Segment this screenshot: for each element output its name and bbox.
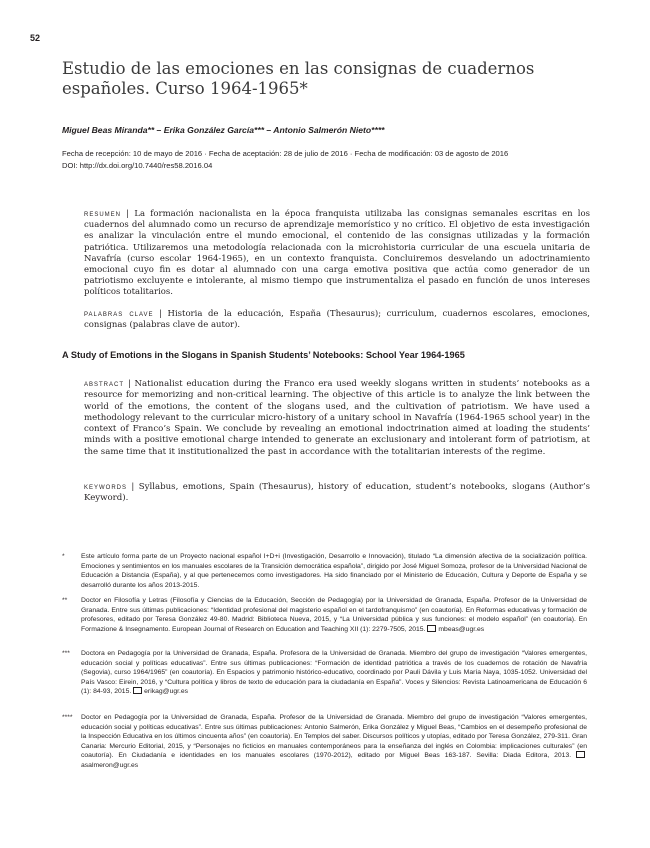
footnote-marker: *	[62, 553, 65, 560]
footnote	[62, 596, 587, 634]
footnote-marker: **	[62, 597, 68, 604]
footnote-text: Doctor en Pedagogía por la Universidad de Granada, España. Profesor de la Universidad de Granada. Miembro del grupo de investigación “Valores emergentes, educación social y políticas educativas”. Entre sus últimas publicaciones: Antonio Salmerón, Erika González y Miguel Beas, “Cambios en el desempeño profesional de la Inspección Educativa en los últimos cincuenta años” (en coautoría). En Templos del saber. Discursos políticos y utopías, editado por Teresa González, 279-311. Gran Canaria: Mercurio Editorial, 2015, y “Personajes no ficticios en manuales contemporáneos para la enseñanza del inglés en Colombia: implicaciones culturales” (en coautoría). En Ciudadanía e identidades en los manuales escolares (1970-2012), editado por Miguel Beas 163-187. Sevilla: Diada Editora, 2013.	[81, 714, 587, 759]
keywords-block: keywords | Syllabus, emotions, Spain (Thesaurus), history of education, student’s notebooks, slogans (Author’s Keyword).	[84, 482, 590, 504]
palabras-clave-label: palabras clave	[84, 309, 154, 318]
article-dates	[62, 148, 622, 172]
footnote	[62, 713, 587, 770]
dates-line: Fecha de recepción: 10 de mayo de 2016 · Fecha de aceptación: 28 de julio de 2016 · Fecha de modificación: 03 de agosto de 2016	[62, 149, 509, 158]
email-icon	[427, 625, 436, 632]
footnote-text: Doctor en Filosofía y Letras (Filosofía y Ciencias de la Educación, Sección de Pedagogía) por la Universidad de Granada, España. Profesor de la Universidad de Granada. Entre sus últimas publicaciones: “Identidad profesional del magisterio español en el tardofranquismo” (en coautoría). En Reformas educativas y formación de profesores, editado por Teresa González 49-80. Madrid: Biblioteca Nueva, 2015, y “La Universidad pública y sus funciones: el modelo español” (en coautoría). En Formazione & Insegnamento. European Journal of Research on Education and Teaching XII (1): 2279-7505, 2015.	[81, 597, 587, 633]
footnote	[62, 649, 587, 697]
doi-link[interactable]: DOI: http://dx.doi.org/10.7440/res58.2016.04	[62, 161, 213, 170]
resumen-label: resumen	[84, 209, 122, 218]
resumen-text: La formación nacionalista en la época franquista utilizaba las consignas semanales escritas en los cuadernos del alumnado como un recurso de aprendizaje memorístico y no crítico. El objetivo de esta investigación es analizar la vinculación entre el mundo emocional, el contenido de las consignas utilizadas y la formación patriótica. Utilizaremos una metodología relacionada con la microhistoria curricular de una escuela unitaria de Navafría (curso escolar 1964-1965), en un contexto franquista. Concluiremos desvelando un adoctrinamiento emocional cuyo fin es dotar al alumnado con una carga emotiva positiva que actúa como generador de un patriotismo excluyente e intolerante, al mismo tiempo que instrumentaliza el pasado en función de unos intereses políticos totalitarios.	[84, 209, 590, 298]
keywords-label: keywords	[84, 482, 128, 491]
abstract-text: Nationalist education during the Franco era used weekly slogans written in students’ notebooks as a resource for memorizing and non-critical learning. The objective of this article is to analyze the link between the world of the emotions, the content of the slogans used, and the cultivation of patriotism. We have used a methodology relevant to the curricular micro-history of a unitary school in Navafría (1964-1965 school year) in the context of Franco’s Spain. We conclude by revealing an emotional indoctrination aimed at loading the students’ minds with a positive emotional charge intended to generate an exclusionary and intolerant form of patriotism, at the same time that it institutionalized the past in accordance with the totalitarian interests of the regime.	[84, 379, 590, 457]
keywords-text: Syllabus, emotions, Spain (Thesaurus), history of education, student’s notebooks, slogans (Author’s Keyword).	[84, 482, 590, 504]
footnote-marker: ***	[62, 650, 70, 657]
footnote-text: Doctora en Pedagogía por la Universidad de Granada, España. Profesora de la Universidad de Granada. Miembro del grupo de investigación “Valores emergentes, educación social y políticas educativas”. Entre sus últimas publicaciones: “Formación de identidad patriótica a través de los cuadernos de rotación de Navafría (Segovia), curso 1964/1965” (en coautoría). En Espacios y patrimonio histórico-educativo, coordinado por Pauli Dávila y Luis María Naya, 1035-1052. Universidad del País Vasco: Eirein, 2016, y “Cultura política y libros de texto de educación para la ciudadanía en España”. Voces y Silencios: Revista Latinoamericana de Educación 6 (1): 84-93, 2015.	[81, 650, 587, 695]
footnote-marker: ****	[62, 714, 73, 721]
footnote	[62, 552, 587, 590]
resumen-block: resumen | La formación nacionalista en la época franquista utilizaba las consignas semanales escritas en los cuadernos del alumnado como un recurso de aprendizaje memorístico y no crítico. El objetivo de esta investigación es analizar la vinculación entre el mundo emocional, el contenido de las consignas utilizadas y la formación patriótica. Utilizaremos una metodología relacionada con la microhistoria curricular de una escuela unitaria de Navafría (curso escolar 1964-1965), en un contexto franquista. Concluiremos desvelando un adoctrinamiento emocional cuyo fin es dotar al alumnado con una carga emotiva positiva que actúa como generador de un patriotismo excluyente e intolerante, al mismo tiempo que instrumentaliza el pasado en función de unos intereses políticos totalitarios.	[84, 209, 590, 298]
author-email[interactable]: mbeas@ugr.es	[438, 625, 485, 633]
page-number: 52	[30, 33, 41, 43]
footnote-body	[81, 649, 587, 697]
english-title: A Study of Emotions in the Slogans in Spanish Students’ Notebooks: School Year 1964-1965	[62, 350, 465, 360]
footnote-text: Este artículo forma parte de un Proyecto nacional español I+D+i (Investigación, Desarrollo e Innovación), titulado “La dimensión afectiva de la socialización política. Emociones y sentimientos en los manuales escolares de la Transición democrática española”, dirigido por José Miguel Somoza, profesor de la Universidad Nacional de Educación a Distancia (España), y al que pertenecemos como investigadores. Ha sido financiado por el Ministerio de Educación, Cultura y Deporte de España y se desarrolló durante los años 2013-2015.	[81, 553, 587, 589]
palabras-clave-text: Historia de la educación, España (Thesaurus); curriculum, cuadernos escolares, emociones, consignas (palabras clave de autor).	[84, 309, 590, 331]
abstract-block: abstract | Nationalist education during the Franco era used weekly slogans written in students’ notebooks as a resource for memorizing and non-critical learning. The objective of this article is to analyze the link between the world of the emotions, the content of the slogans used, and the cultivation of patriotism. We have used a methodology relevant to the curricular micro-history of a unitary school in Navafría (1964-1965 school year) in the context of Franco’s Spain. We conclude by revealing an emotional indoctrination aimed at loading the students’ minds with a positive emotional charge intended to generate an exclusionary and intolerant form of patriotism, at the same time that it institutionalized the past in accordance with the totalitarian interests of the regime.	[84, 379, 590, 457]
article-title: Estudio de las emociones en las consignas de cuadernos españoles. Curso 1964-1965*	[62, 59, 535, 98]
footnote-body	[81, 713, 587, 770]
email-icon	[133, 687, 142, 694]
author-email[interactable]: asalmeron@ugr.es	[81, 761, 139, 769]
authors-line: Miguel Beas Miranda** – Erika González García*** – Antonio Salmerón Nieto****	[62, 125, 385, 135]
palabras-clave-block: palabras clave | Historia de la educación, España (Thesaurus); curriculum, cuadernos escolares, emociones, consignas (palabras clave de autor).	[84, 309, 590, 331]
abstract-label: abstract	[84, 379, 125, 388]
author-email[interactable]: erikag@ugr.es	[144, 688, 189, 695]
footnote-body	[81, 596, 587, 634]
email-icon	[576, 751, 585, 758]
